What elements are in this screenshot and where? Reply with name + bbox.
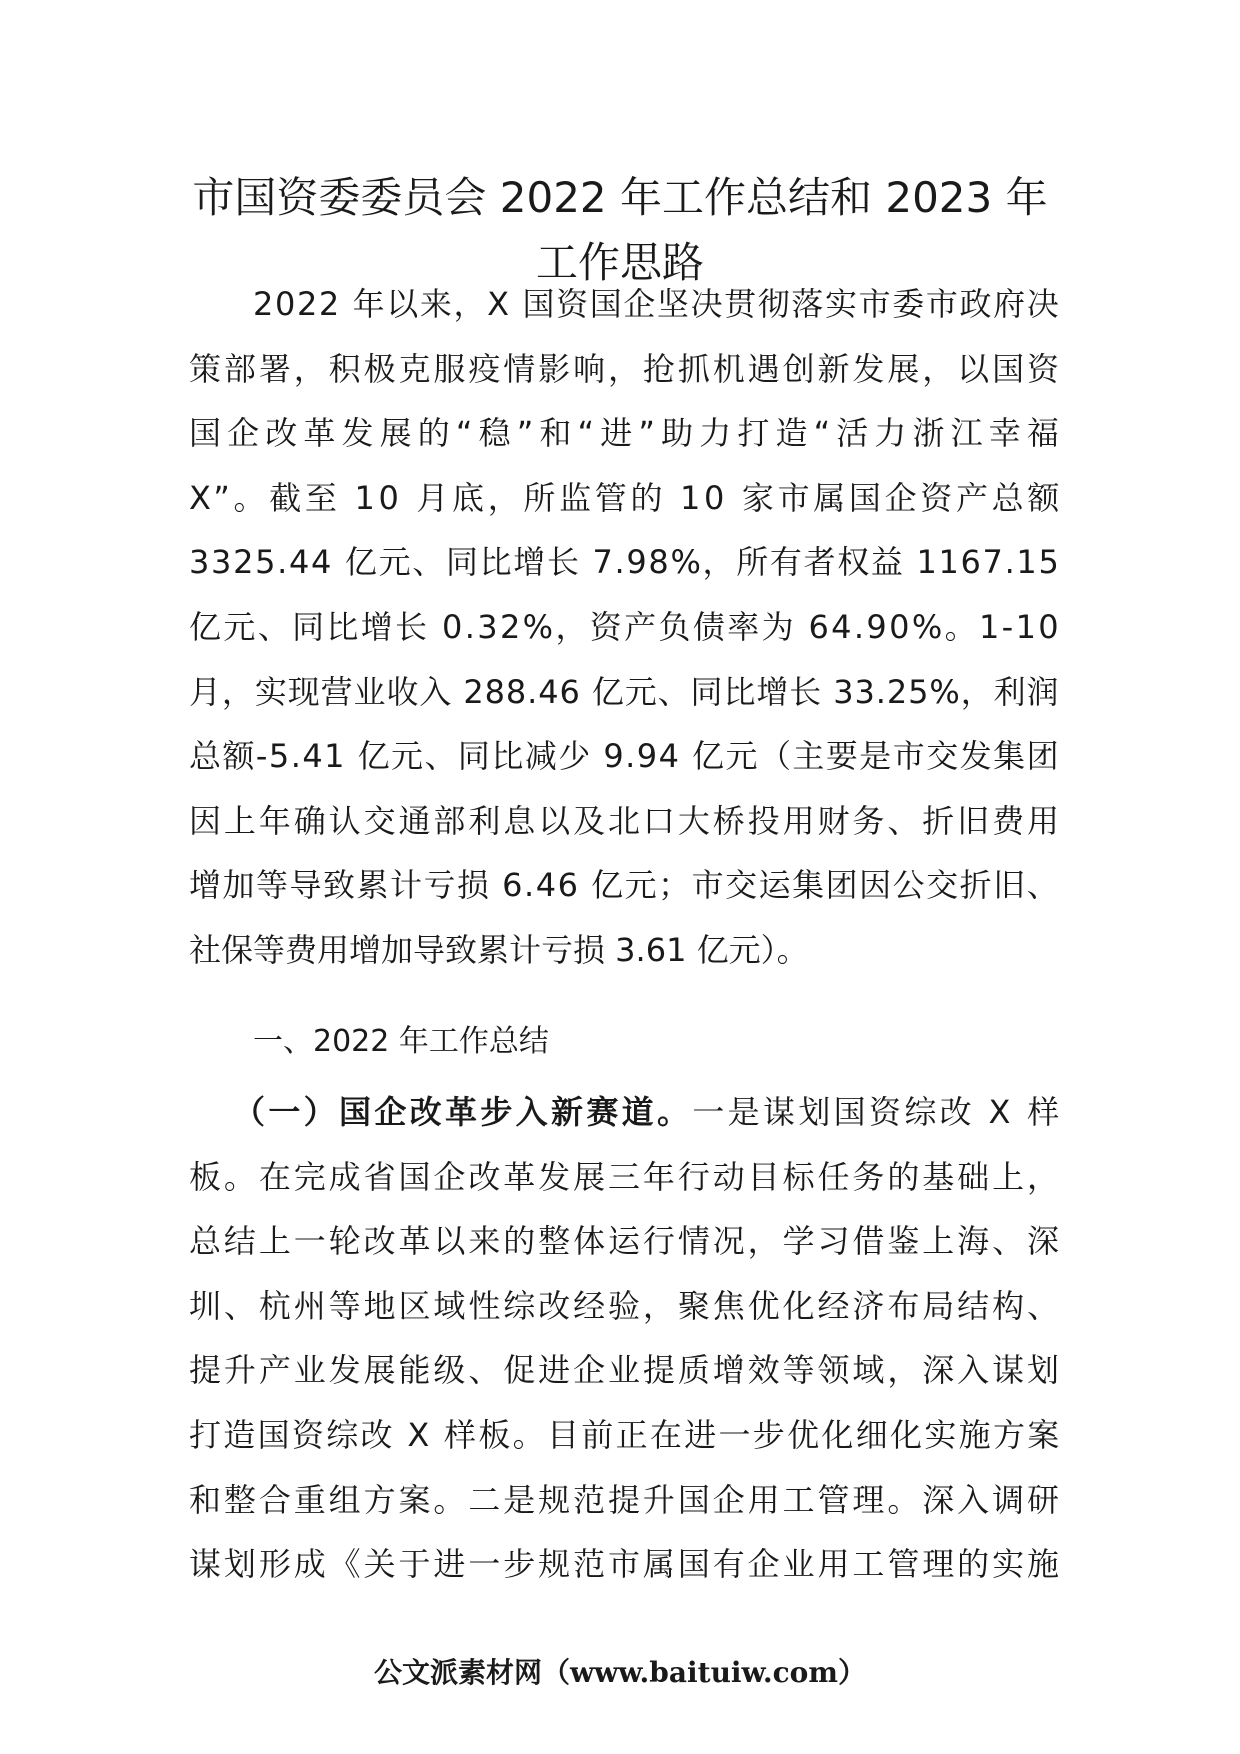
intro-paragraph <box>189 272 1066 983</box>
section-1-paragraph <box>189 1080 1063 1597</box>
intro-line: 总额-5.41 亿元、同比减少 9.94 亿元（主要是市交发集团 <box>189 737 1061 776</box>
intro-line: 增加等导致累计亏损 6.46 亿元；市交运集团因公交折旧、 <box>189 866 1061 905</box>
section-heading: 一、2022 年工作总结 <box>253 1024 549 1059</box>
document-title-line-1: 市国资委委员会 2022 年工作总结和 2023 年 <box>192 173 1048 222</box>
intro-line: 策部署，积极克服疫情影响，抢抓机遇创新发展，以国资 <box>189 349 1062 388</box>
intro-line: 2022 年以来，X 国资国企坚决贯彻落实市委市政府决 <box>253 285 1061 323</box>
intro-line: 国企改革发展的“稳”和“进”助力打造“活力浙江幸福 <box>189 414 1066 453</box>
intro-line: X”。截至 10 月底，所监管的 10 家市属国企资产总额 <box>189 478 1064 517</box>
section-1-line: 打造国资综改 X 样板。目前正在进一步优化细化实施方案 <box>189 1415 1062 1454</box>
document-title-line-2: 工作思路 <box>535 238 704 287</box>
section-1-line: 板。在完成省国企改革发展三年行动目标任务的基础上， <box>189 1157 1062 1196</box>
footer-watermark: 公文派素材网（www.baituiw.com） <box>374 1656 866 1689</box>
section-1-line: 和整合重组方案。二是规范提升国企用工管理。深入调研 <box>189 1480 1062 1519</box>
intro-line: 因上年确认交通部利息以及北口大桥投用财务、折旧费用 <box>189 801 1062 840</box>
intro-line: 社保等费用增加导致累计亏损 3.61 亿元）。 <box>189 930 809 969</box>
section-1-line: 圳、杭州等地区域性综改经验，聚焦优化经济布局结构、 <box>189 1286 1062 1325</box>
intro-line: 3325.44 亿元、同比增长 7.98%，所有者权益 1167.15 <box>189 543 1061 582</box>
section-1-line: 提升产业发展能级、促进企业提质增效等领域，深入谋划 <box>189 1351 1062 1390</box>
intro-line: 亿元、同比增长 0.32%，资产负债率为 64.90%。1-10 <box>189 607 1061 646</box>
section-1-line: 总结上一轮改革以来的整体运行情况，学习借鉴上海、深 <box>189 1222 1062 1261</box>
intro-line: 月，实现营业收入 288.46 亿元、同比增长 33.25%，利润 <box>189 672 1060 711</box>
section-1-first-line-rest: 一是谋划国资综改 X 样 <box>692 1093 1063 1131</box>
section-1-first-line <box>189 1080 1063 1145</box>
section-1-subheading: （一）国企改革步入新赛道。 <box>233 1093 693 1131</box>
section-1-line: 谋划形成《关于进一步规范市属国有企业用工管理的实施 <box>189 1545 1062 1584</box>
